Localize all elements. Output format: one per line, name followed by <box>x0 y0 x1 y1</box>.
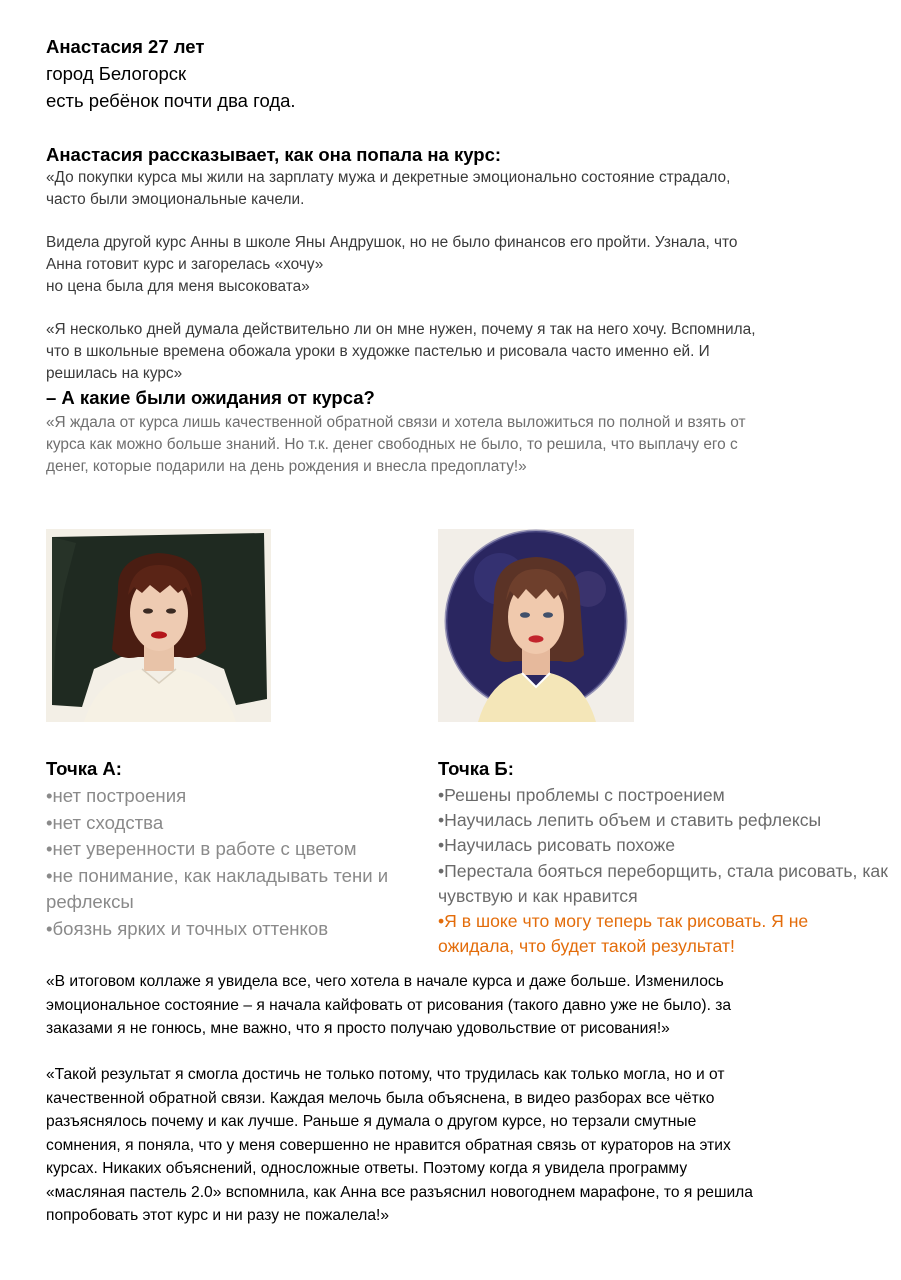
point-b-highlight-item: •Я в шоке что могу теперь так рисовать. Я не ожидала, что будет такой результат! <box>438 911 809 957</box>
point-a-item: •нет построения <box>46 785 187 806</box>
student-city: город Белогорск <box>46 63 187 84</box>
point-b-item: •Научилась рисовать похоже <box>438 835 676 856</box>
point-a-item: •нет сходства <box>46 811 164 833</box>
student-child-info: есть ребёнок почти два года. <box>46 90 296 111</box>
expectations-text: «Я ждала от курса лишь качественной обратной связи и хотела выложиться по полной и взять от курса как можно больше знаний. Но т.к. денег свободных не было, то решила, что выплачу его с денег, которые подарили на день рождения и внесла предоплату!» <box>46 414 746 475</box>
point-a-section <box>46 757 416 942</box>
story-paragraph-1: «До покупки курса мы жили на зарплату мужа и декретные эмоционально состояние страдало, часто были эмоциональные качели. <box>46 169 731 208</box>
point-a-item: •нет уверенности в работе с цветом <box>46 838 357 859</box>
point-a-item: •боязнь ярких и точных оттенков <box>46 917 329 939</box>
story-paragraph-2: Видела другой курс Анны в школе Яны Андрушок, но не было финансов его пройти. Узнала, что Анна готовит курс и загорелась «хочу» но цена была для меня высоковата» <box>46 234 738 295</box>
point-b-item: •Решены проблемы с построением <box>438 785 725 805</box>
point-b-item: •Научилась лепить объем и ставить рефлексы <box>438 810 822 831</box>
portrait-after-image <box>438 529 634 722</box>
conclusion-paragraph-1: «В итоговом коллаже я увидела все, чего хотела в начале курса и даже больше. Изменилось эмоциональное состояние – я начала кайфовать от рисования (такого давно уже не было). за заказами я не гонюсь, мне важно, что я просто получаю удовольствие от рисования!» <box>46 973 732 1037</box>
point-a-title: Точка А: <box>46 758 122 779</box>
point-a-item: •не понимание, как накладывать тени и рефлексы <box>46 864 389 912</box>
portrait-before-image <box>46 529 271 722</box>
story-title: Анастасия рассказывает, как она попала на курс: <box>46 144 502 165</box>
conclusion-paragraph-2: «Такой результат я смогла достичь не только потому, что трудилась как только могла, но и от качественной обратной связи. Каждая мелочь была объяснена, в видео разборах все чётко разъяснялось почему и как лучше. Раньше я думала о другом курсе, но терзали смутные сомнения, я поняла, что у меня совершенно не нравится обратная связь от кураторов на этих курсах. Никаких объяснений, односложные ответы. Поэтому когда я увидела программу «масляная пастель 2.0» вспомнила, как Анна все разъяснил новогоднем марафоне, то я решила попробовать этот курс и ни разу не пожалела!» <box>46 1066 753 1224</box>
point-b-item: •Перестала бояться переборщить, стала рисовать, как чувствую и как нравится <box>438 860 888 906</box>
expectations-title: – А какие были ожидания от курса? <box>46 387 375 408</box>
story-paragraph-3: «Я несколько дней думала действительно ли он мне нужен, почему я так на него хочу. Вспомнила, что в школьные времена обожала уроки в художке пастелью и рисовала часто именно ей. И решилась на курс» <box>46 321 756 382</box>
student-name-age: Анастасия 27 лет <box>46 36 205 57</box>
point-b-title: Точка Б: <box>438 758 514 779</box>
point-b-section <box>438 757 888 959</box>
